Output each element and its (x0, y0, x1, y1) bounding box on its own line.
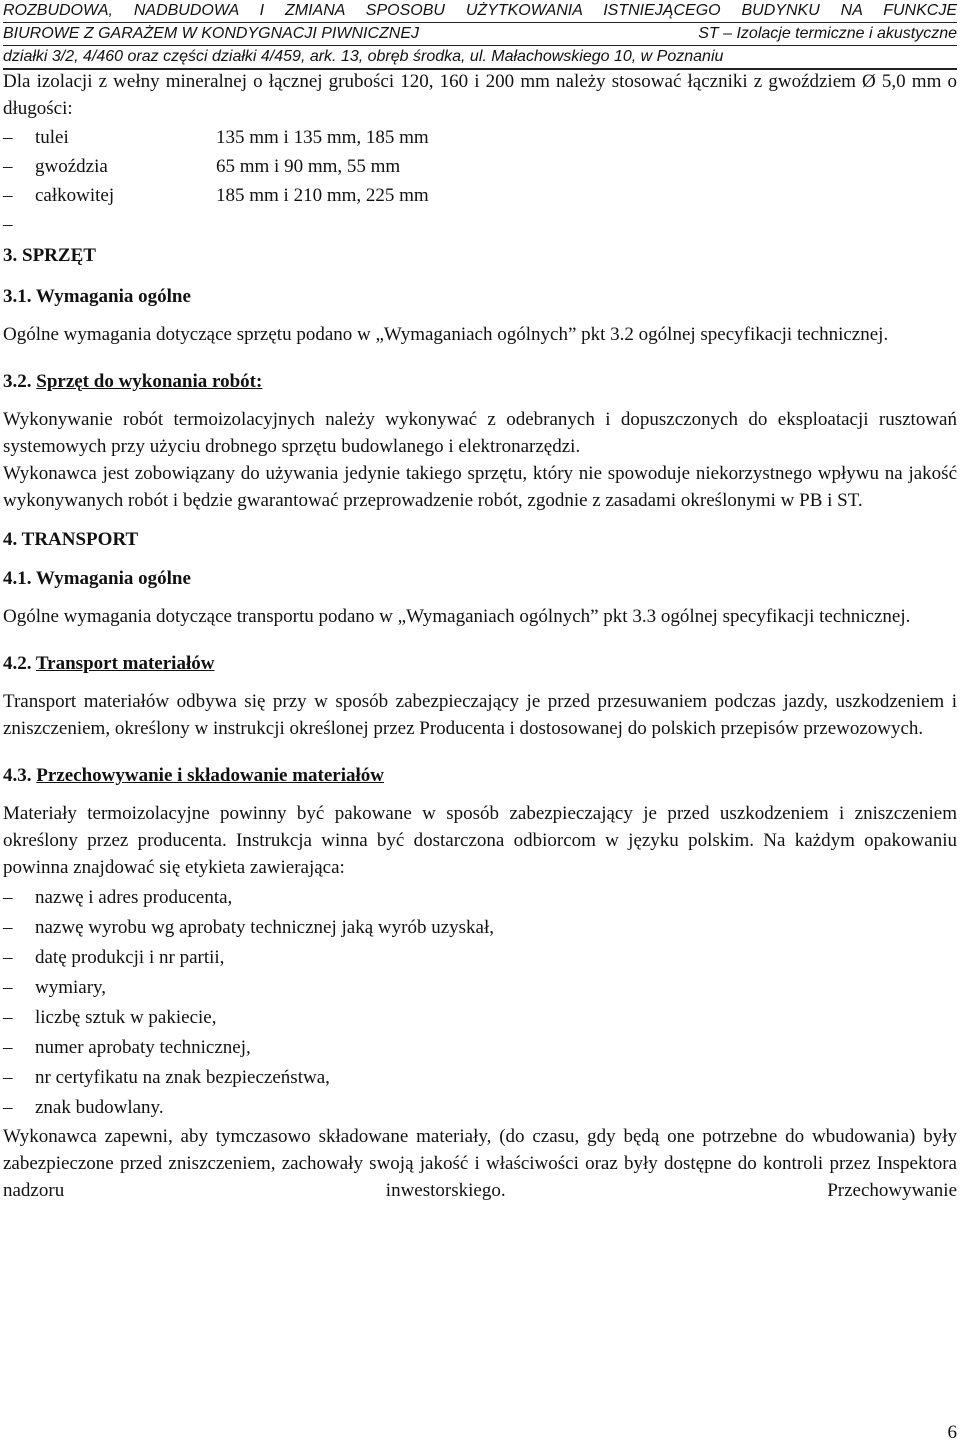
spec-row (3, 124, 957, 151)
section-3-2-heading (3, 368, 957, 395)
dash-bullet: – (3, 977, 13, 998)
section-4-3-title: Przechowywanie i składowanie materiałów (36, 765, 385, 786)
header-project-title: ROZBUDOWA, NADBUDOWA I ZMIANA SPOSOBU UŻYTKOWANIA ISTNIEJĄCEGO BUDYNKU NA FUNKCJE (3, 2, 957, 19)
list-item (3, 914, 957, 941)
section-4-2-text: Transport materiałów odbywa się przy w sposób zabezpieczający je przed przesuwaniem podczas jazdy, uszkodzeniem i zniszczeniem, określony w instrukcji określonej przez Producenta i dostosowanej do polskich przepisów przewozowych. (3, 691, 957, 739)
spec-key: gwoździa (35, 156, 108, 177)
section-3-2-text-2: Wykonawca jest zobowiązany do używania jedynie takiego sprzętu, który nie spowoduje niekorzystnego wpływu na jakość wykonywanych robót i będzie gwarantować przeprowadzenie robót, zgodnie z zasadami określonymi w PB i ST. (3, 463, 957, 511)
dash-bullet: – (3, 1037, 13, 1058)
dash-bullet: – (3, 1097, 13, 1118)
list-item (3, 1094, 957, 1121)
dash-bullet: – (3, 887, 13, 908)
spec-key: tulei (35, 127, 69, 148)
section-4-1-heading: 4.1. Wymagania ogólne (3, 568, 191, 589)
header-spec-name: ST – Izolacje termiczne i akustyczne (698, 25, 957, 42)
dash-bullet: – (3, 185, 13, 206)
section-4-2-title: Transport materiałów (35, 653, 215, 674)
list-item (3, 944, 957, 971)
page-header (3, 0, 957, 70)
header-location: działki 3/2, 4/460 oraz części działki 4/459, ark. 13, obręb środka, ul. Małachowskiego 10, w Poznaniu (3, 48, 724, 65)
intro-paragraph: Dla izolacji z wełny mineralnej o łącznej grubości 120, 160 i 200 mm należy stosować łączniki z gwoździem Ø 5,0 mm o długości: (3, 71, 957, 119)
section-4-1-text: Ogólne wymagania dotyczące transportu podano w „Wymaganiach ogólnych” pkt 3.3 ogólnej specyfikacji technicznej. (3, 606, 911, 627)
page-content (3, 68, 957, 1204)
dash-bullet: – (3, 1067, 13, 1088)
spec-value: 185 mm i 210 mm, 225 mm (216, 185, 429, 206)
list-item-text: datę produkcji i nr partii, (35, 947, 225, 968)
list-item (3, 1004, 957, 1031)
header-line-1 (3, 0, 957, 23)
dash-bullet: – (3, 947, 13, 968)
page-number: 6 (947, 1422, 957, 1443)
spec-value: 135 mm i 135 mm, 185 mm (216, 127, 429, 148)
header-project-title-cont: BIUROWE Z GARAŻEM W KONDYGNACJI PIWNICZNEJ (3, 25, 420, 42)
section-4-3-number: 4.3. (3, 765, 32, 786)
list-item-text: nazwę i adres producenta, (35, 887, 233, 908)
spec-value: 65 mm i 90 mm, 55 mm (216, 156, 401, 177)
section-4-3-heading (3, 762, 957, 789)
spec-row (3, 182, 957, 209)
list-item-text: nazwę wyrobu wg aprobaty technicznej jaką wyrób uzyskał, (35, 917, 494, 938)
dash-bullet: – (3, 214, 13, 235)
dash-bullet: – (3, 917, 13, 938)
section-4-2-heading (3, 650, 957, 677)
section-3-1-heading: 3.1. Wymagania ogólne (3, 286, 191, 307)
list-item-text: liczbę sztuk w pakiecie, (35, 1007, 217, 1028)
section-3-heading: 3. SPRZĘT (3, 245, 96, 266)
list-item (3, 1064, 957, 1091)
header-line-2 (3, 23, 957, 46)
list-item-text: nr certyfikatu na znak bezpieczeństwa, (35, 1067, 330, 1088)
spec-row (3, 153, 957, 180)
dash-bullet: – (3, 127, 13, 148)
spec-key: całkowitej (35, 185, 115, 206)
section-3-2-title: Sprzęt do wykonania robót: (36, 371, 263, 392)
dash-bullet: – (3, 156, 13, 177)
section-4-2-number: 4.2. (3, 653, 32, 674)
section-4-3-text: Materiały termoizolacyjne powinny być pakowane w sposób zabezpieczający je przed uszkodzeniem i zniszczeniem określony przez producenta. Instrukcja winna być dostarczona odbiorcom w języku polskim. Na każdym opakowaniu powinna znajdować się etykieta zawierająca: (3, 803, 957, 878)
list-item (3, 1034, 957, 1061)
dash-bullet: – (3, 1007, 13, 1028)
header-line-3 (3, 46, 957, 70)
section-4-3-closing: Wykonawca zapewni, aby tymczasowo składowane materiały, (do czasu, gdy będą one potrzebne do wbudowania) były zabezpieczone przed zniszczeniem, zachowały swoją jakość i właściwości oraz były dostępne do kontroli przez Inspektora nadzoru inwestorskiego. Przechowywanie (3, 1126, 957, 1201)
list-item-text: numer aprobaty technicznej, (35, 1037, 251, 1058)
list-item (3, 974, 957, 1001)
section-3-2-text: Wykonywanie robót termoizolacyjnych należy wykonywać z odebranych i dopuszczonych do eksploatacji rusztowań systemowych przy użyciu drobnego sprzętu budowlanego i elektronarzędzi. (3, 409, 957, 457)
list-item-text: wymiary, (35, 977, 107, 998)
spec-row-empty (3, 211, 957, 238)
label-list (3, 884, 957, 1121)
list-item-text: znak budowlany. (35, 1097, 164, 1118)
section-4-heading: 4. TRANSPORT (3, 529, 139, 550)
list-item (3, 884, 957, 911)
section-3-2-number: 3.2. (3, 371, 32, 392)
section-3-1-text: Ogólne wymagania dotyczące sprzętu podano w „Wymaganiach ogólnych” pkt 3.2 ogólnej specyfikacji technicznej. (3, 324, 889, 345)
